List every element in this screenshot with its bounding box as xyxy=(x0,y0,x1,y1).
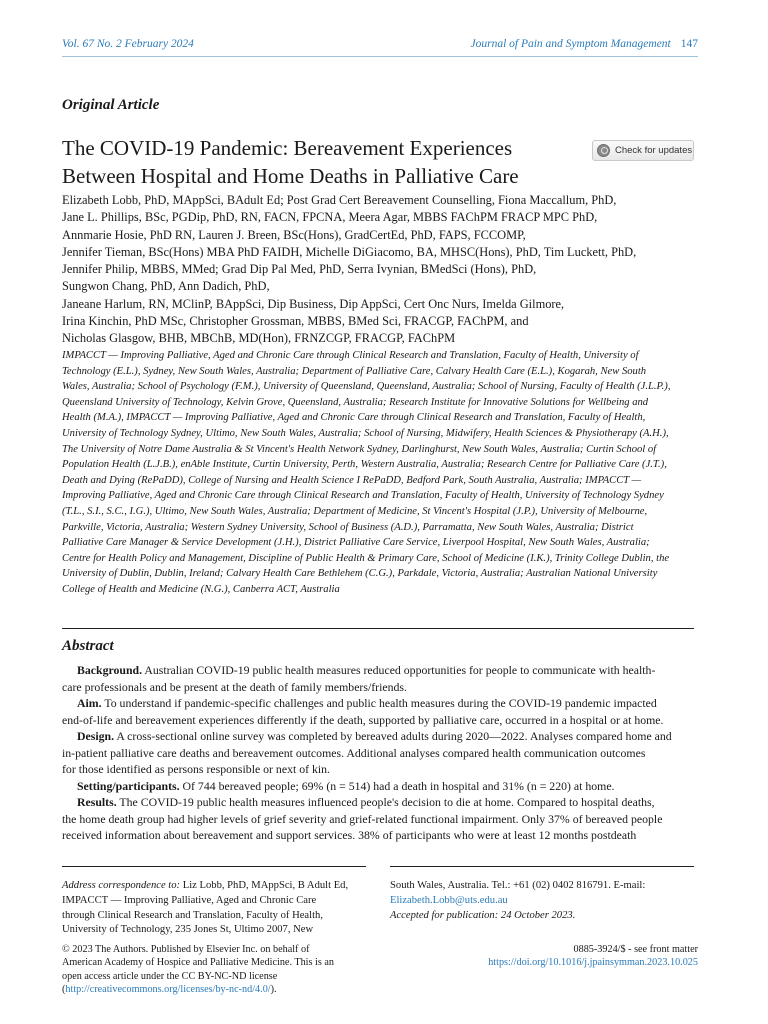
issn-doi-block xyxy=(488,943,698,970)
correspondence-line xyxy=(62,879,367,894)
copyright-notice xyxy=(62,943,367,997)
setting-label: Setting/participants. xyxy=(77,778,180,793)
check-for-updates-button[interactable] xyxy=(592,140,694,161)
affiliation-line: (T.L., S.I., S.C., I.G.), Ultimo, New South Wales, Australia; Department of Medicine, St Vincent's Hospital (J.P.), University of Melbourne, xyxy=(62,505,648,517)
correspondence-right xyxy=(390,879,696,923)
affiliation-line: IMPACCT — Improving Palliative, Aged and Chronic Care through Clinical Research and Translation, Faculty of Health, University of xyxy=(62,350,639,361)
affiliation-line: Population Health (L.J.B.), enAble Institute, Curtin University, Perth, Western Australia, Australia; Research Centre for Palliative Care (J.T.), xyxy=(62,459,667,471)
affiliations xyxy=(62,348,702,598)
author-line: Nicholas Glasgow, BHB, MBChB, MD(Hon), FRNZCGP, FRACGP, FAChPM xyxy=(62,331,456,346)
aim-text: To understand if pandemic-specific challenges and public health measures during the COVID-19 pandemic impacted xyxy=(104,696,657,710)
affiliation-line: Wales, Australia; School of Psychology (F.M.), University of Queensland, Queensland, Australia; School of Nursing, Faculty of Health (J.L.P.), xyxy=(62,381,671,393)
article-type: Original Article xyxy=(62,97,160,113)
author-line: Sungwon Chang, PhD, Ann Dadich, PhD, xyxy=(62,279,270,294)
results-text: The COVID-19 public health measures influenced people's decision to die at home. Compared to hospital deaths, xyxy=(119,795,655,809)
setting-text: Of 744 bereaved people; 69% (n = 514) had a death in hospital and 31% (n = 220) at home. xyxy=(182,778,615,793)
journal-name: Journal of Pain and Symptom Management xyxy=(470,38,671,50)
affiliation-line: Death and Dying (RePaDD), College of Nursing and Health Science I RePaDD, Bedford Park, South Australia, Australia; IMPACCT — xyxy=(62,474,642,486)
abstract-body xyxy=(62,662,698,844)
affiliation-line: Palliative Care Manager & Service Development (J.H.), District Palliative Care Service, Liverpool Hospital, New South Wales, Australia; xyxy=(62,537,650,549)
article-title xyxy=(62,134,582,190)
author-line: Irina Kinchin, PhD MSc, Christopher Grossman, MBBS, BMed Sci, FRACGP, FAChPM, and xyxy=(62,314,529,329)
author-line: Elizabeth Lobb, PhD, MAppSci, BAdult Ed; Post Grad Cert Bereavement Counselling, Fiona Maccallum, PhD, xyxy=(62,193,617,207)
affiliation-line: Centre for Health Policy and Management, Discipline of Public Health & Primary Care, School of Medicine (I.K.), Trinity College Dublin, the xyxy=(62,552,670,564)
affiliation-line: University of Dublin, Dublin, Ireland; Calvary Health Care Bethlehem (C.G.), Parkdale, Victoria, Australia; Australian National University xyxy=(62,568,658,580)
abstract-rule xyxy=(62,628,694,629)
header-rule xyxy=(62,56,698,57)
correspondence-label: Address correspondence to: xyxy=(62,880,181,891)
abstract-line: the home death group had higher levels of grief severity and grief-related functional impairment. Only 37% of bereaved people xyxy=(62,811,663,826)
license-open-paren: ( xyxy=(62,984,66,996)
aim-label: Aim. xyxy=(77,696,102,710)
license-close-paren: ). xyxy=(270,984,277,996)
footnote-rule-left xyxy=(62,866,366,867)
background-text: Australian COVID-19 public health measures reduced opportunities for people to communicate with health- xyxy=(144,663,656,677)
running-header xyxy=(62,38,698,54)
abstract-heading: Abstract xyxy=(62,638,114,654)
design-label: Design. xyxy=(77,729,115,743)
email-link[interactable]: Elizabeth.Lobb@uts.edu.au xyxy=(390,894,508,906)
journal-issue: Vol. 67 No. 2 February 2024 xyxy=(62,38,194,50)
affiliation-line: University of Technology Sydney, Ultimo, New South Wales, Australia; School of Nursing, Midwifery, Health Sciences & Physiotherapy (A.H.), xyxy=(62,427,669,439)
abstract-line: for those identified as persons responsible or next of kin. xyxy=(62,762,330,776)
check-updates-icon xyxy=(597,144,610,157)
license-link[interactable]: http://creativecommons.org/licenses/by-nc-nd/4.0/ xyxy=(65,984,271,996)
abstract-line: care professionals and be present at the death of family members/friends. xyxy=(62,679,407,694)
abstract-line: received information about bereavement and support services. 38% of participants who were at least 12 months postdeath xyxy=(62,828,637,842)
abstract-line: in-patient palliative care deaths and bereavement outcomes. Additional analyses compared health communication outcomes xyxy=(62,745,646,760)
author-line: Jennifer Philip, MBBS, MMed; Grad Dip Pal Med, PhD, Serra Ivynian, BMedSci (Hons), PhD, xyxy=(62,262,537,277)
author-line: Annmarie Hosie, PhD RN, Lauren J. Breen, BSc(Hons), GradCertEd, PhD, FAPS, FCCOMP, xyxy=(62,227,526,242)
correspondence-line: University of Technology, 235 Jones St, Ultimo 2007, New xyxy=(62,924,314,936)
accepted-date: Accepted for publication: 24 October 2023. xyxy=(390,909,576,921)
doi-link[interactable]: https://doi.org/10.1016/j.jpainsymman.2023.10.025 xyxy=(488,957,698,969)
author-line: Janeane Harlum, RN, MClinP, BAppSci, Dip Business, Dip AppSci, Cert Onc Nurs, Imelda Gilmore, xyxy=(62,296,565,311)
abstract-line xyxy=(62,728,698,745)
title-line: Between Hospital and Home Deaths in Palliative Care xyxy=(62,164,519,188)
correspondence-left xyxy=(62,879,367,938)
affiliation-line: Improving Palliative, Aged and Chronic Care through Clinical Research and Translation, Faculty of Health, University of Technology Sydney xyxy=(62,490,664,502)
author-line: Jane L. Phillips, BSc, PGDip, PhD, RN, FACN, FPCNA, Meera Agar, MBBS FAChPM FRACP MPC PhD, xyxy=(62,210,598,225)
background-label: Background. xyxy=(77,663,143,677)
abstract-line xyxy=(62,778,698,795)
check-for-updates-label: Check for updates xyxy=(615,145,693,156)
footnote-rule-right xyxy=(390,866,694,867)
author-line: Jennifer Tieman, BSc(Hons) MBA PhD FAIDH, Michelle DiGiacomo, BA, MHSC(Hons), PhD, Tim Luckett, PhD, xyxy=(62,244,637,259)
design-text: A cross-sectional online survey was completed by bereaved adults during 2020—2022. Analyses compared home and xyxy=(116,729,672,743)
affiliation-line: Health (M.A.), IMPACCT — Improving Palliative, Aged and Chronic Care through Clinical Research and Translation, Faculty of Health, xyxy=(62,412,646,424)
page-number: 147 xyxy=(680,38,698,50)
abstract-line xyxy=(62,794,698,811)
affiliation-line: Technology (E.L.), Sydney, New South Wales, Australia; Department of Palliative Care, Calvary Health Care (E.L.), Kogarah, New South xyxy=(62,365,647,377)
correspondence-name: Liz Lobb, PhD, MAppSci, B Adult Ed, xyxy=(182,880,349,891)
abstract-line: end-of-life and bereavement experiences differently if the death, supported by palliative care, occurred in a hospital or at home. xyxy=(62,712,664,727)
affiliation-line: College of Health and Medicine (N.G.), Canberra ACT, Australia xyxy=(62,583,340,595)
issn: 0885-3924/$ - see front matter xyxy=(573,944,698,955)
copyright-line: open access article under the CC BY-NC-ND license xyxy=(62,970,278,982)
abstract-line xyxy=(62,695,698,712)
author-list xyxy=(62,192,702,348)
affiliation-line: Queensland University of Technology, Kelvin Grove, Queensland, Australia; Research Institute for Innovative Solutions for Wellbeing and xyxy=(62,396,649,408)
journal-header-right xyxy=(470,38,698,50)
results-label: Results. xyxy=(77,795,117,809)
correspondence-line: through Clinical Research and Translation, Faculty of Health, xyxy=(62,909,323,921)
correspondence-line: South Wales, Australia. Tel.: +61 (02) 0402 816791. E-mail: xyxy=(390,880,646,891)
copyright-line: © 2023 The Authors. Published by Elsevier Inc. on behalf of xyxy=(62,944,310,955)
affiliation-line: Parkville, Victoria, Australia; Western Sydney University, School of Business (A.D.), Parramatta, New South Wales, Australia; District xyxy=(62,521,634,533)
correspondence-line: IMPACCT — Improving Palliative, Aged and Chronic Care xyxy=(62,894,317,906)
affiliation-line: The University of Notre Dame Australia & St Vincent's Health Network Sydney, Darlinghurst, New South Wales, Australia; Curtin School of xyxy=(62,443,657,455)
title-line: The COVID-19 Pandemic: Bereavement Experiences xyxy=(62,136,513,160)
license-line xyxy=(62,983,367,996)
copyright-line: American Academy of Hospice and Palliative Medicine. This is an xyxy=(62,957,334,969)
abstract-line xyxy=(62,662,698,679)
